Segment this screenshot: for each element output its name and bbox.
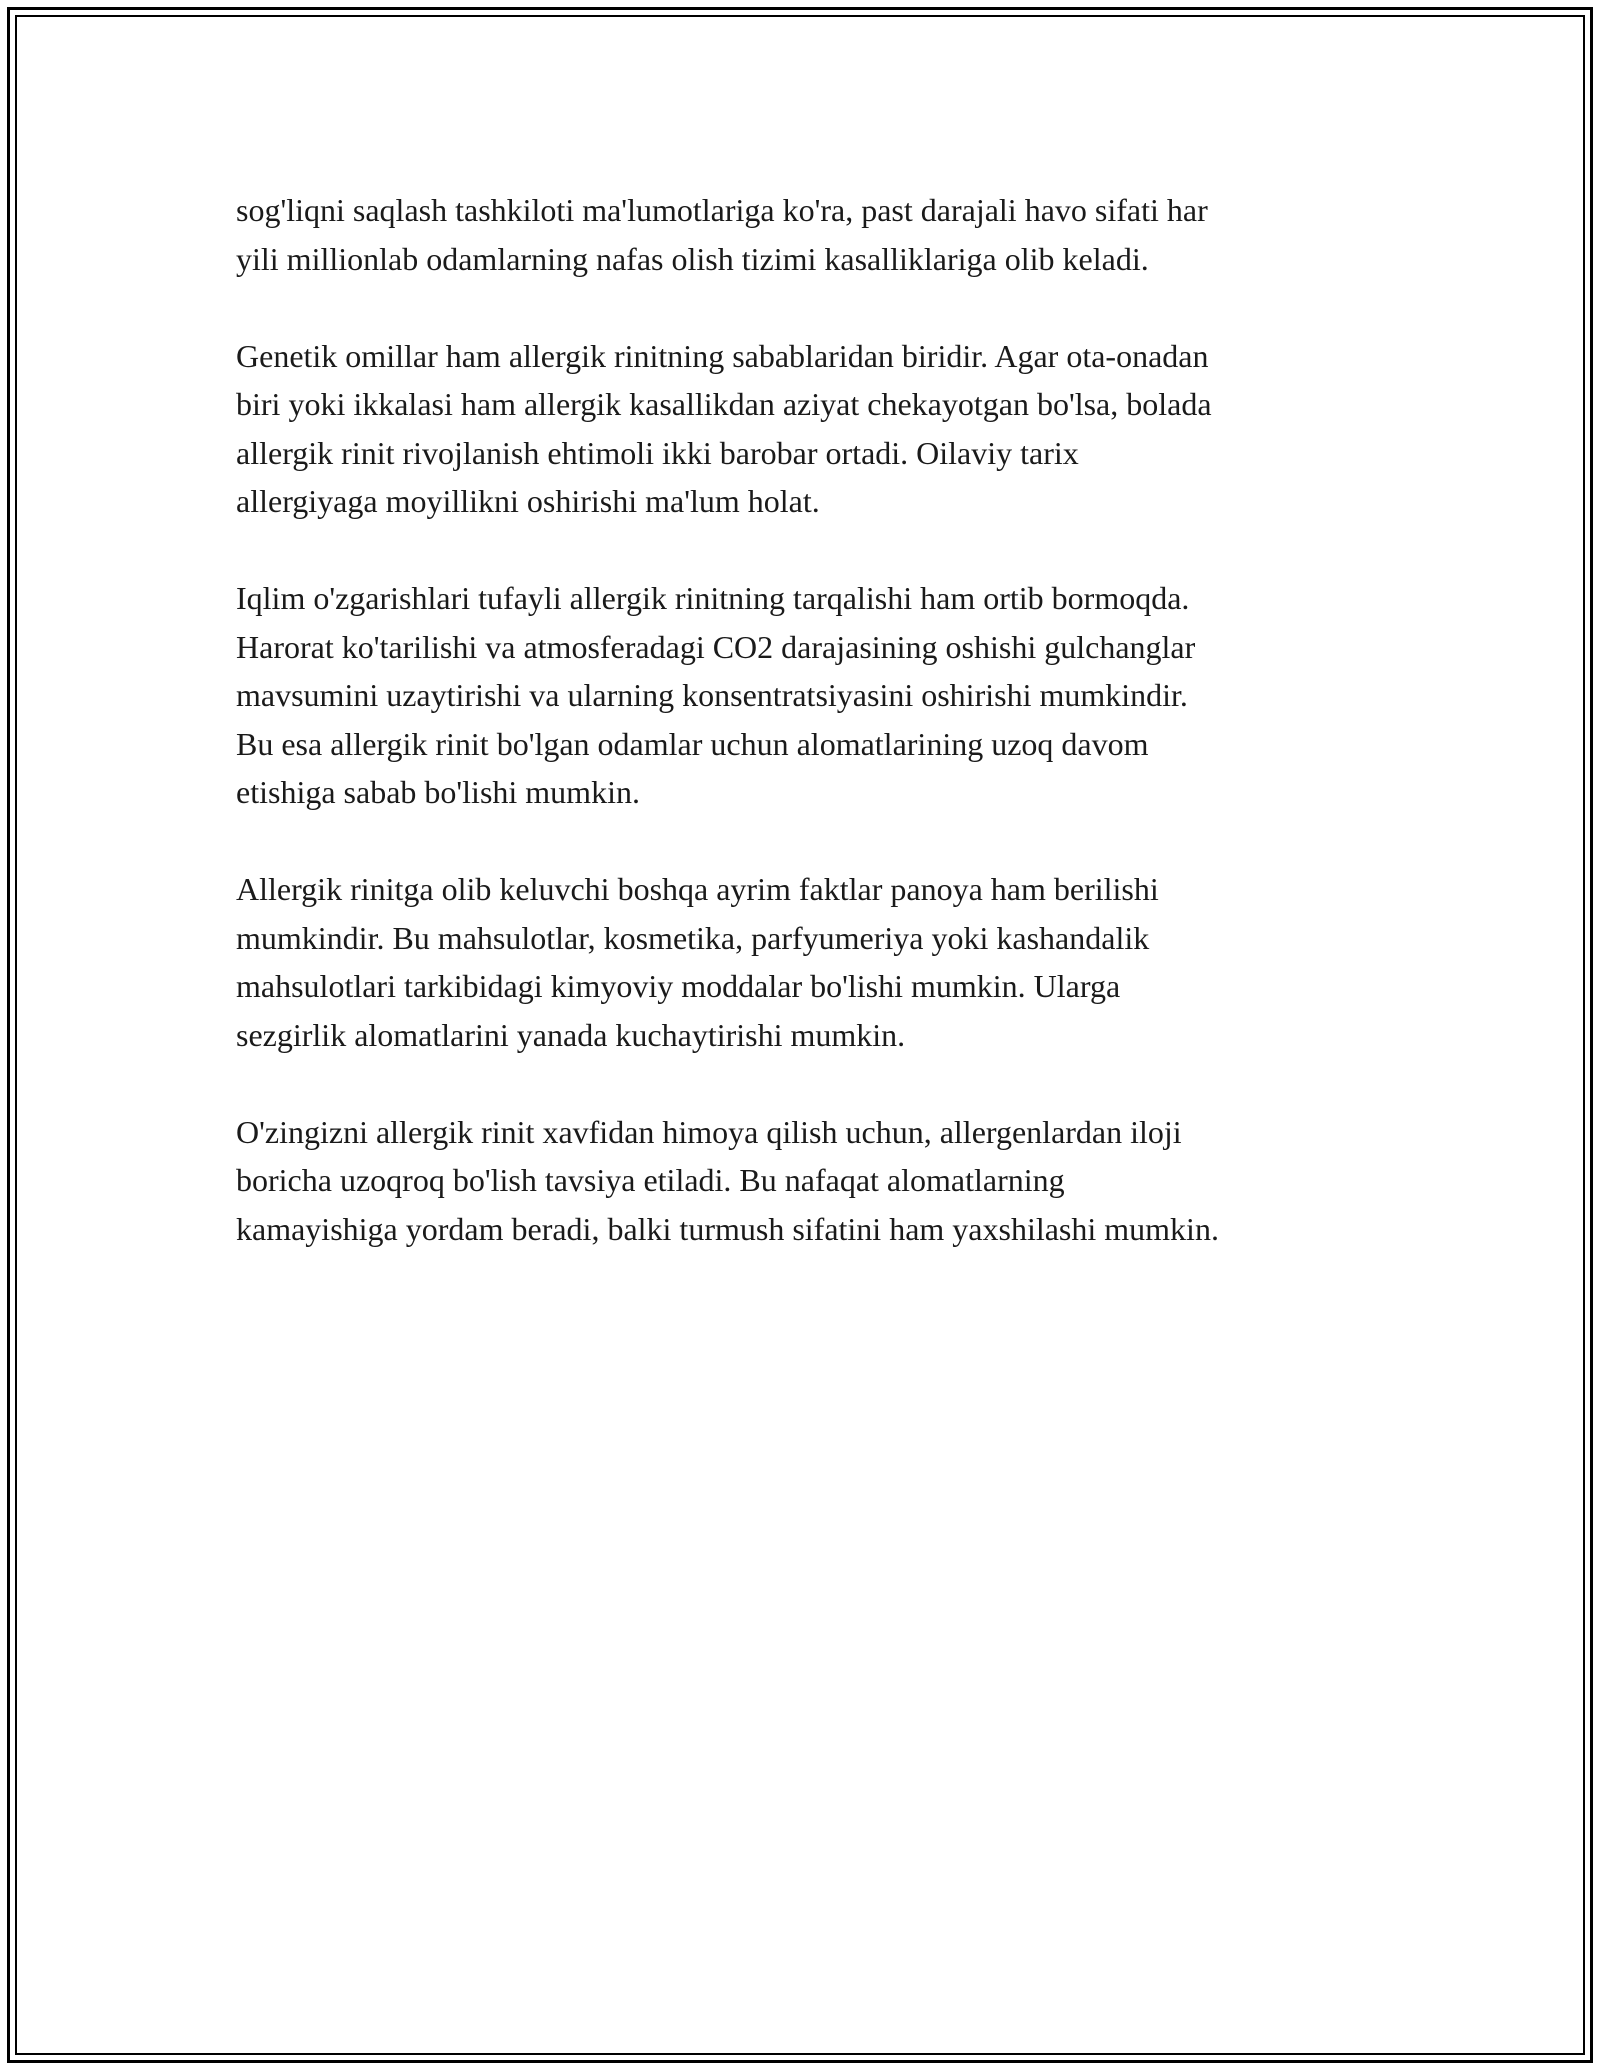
- text-line: mavsumini uzaytirishi va ularning konsentratsiyasini oshirishi mumkindir.: [236, 677, 1188, 713]
- paragraph-1: [236, 186, 1396, 283]
- paragraph-5: [236, 1108, 1396, 1254]
- document-body: [236, 186, 1396, 1302]
- text-line: Bu esa allergik rinit bo'lgan odamlar uchun alomatlarining uzoq davom: [236, 725, 1149, 762]
- text-line: yili millionlab odamlarning nafas olish tizimi kasalliklariga olib keladi.: [236, 240, 1149, 277]
- text-line: kamayishiga yordam beradi, balki turmush sifatini ham yaxshilashi mumkin.: [236, 1210, 1219, 1247]
- text-line: allergiyaga moyillikni oshirishi ma'lum holat.: [236, 483, 820, 519]
- text-line: mahsulotlari tarkibidagi kimyoviy moddalar bo'lishi mumkin. Ularga: [236, 968, 1121, 1004]
- text-line: mumkindir. Bu mahsulotlar, kosmetika, parfyumeriya yoki kashandalik: [236, 919, 1150, 956]
- paragraph-3: [236, 574, 1396, 817]
- text-line: sog'liqni saqlash tashkiloti ma'lumotlariga ko'ra, past darajali havo sifati har: [236, 192, 1208, 228]
- text-line: etishiga sabab bo'lishi mumkin.: [236, 774, 640, 810]
- paragraph-2: [236, 332, 1396, 526]
- text-line: O'zingizni allergik rinit xavfidan himoya qilish uchun, allergenlardan iloji: [236, 1113, 1182, 1150]
- text-line: Iqlim o'zgarishlari tufayli allergik rinitning tarqalishi ham ortib bormoqda.: [236, 580, 1190, 616]
- text-line: Genetik omillar ham allergik rinitning sabablaridan biridir. Agar ota-onadan: [236, 337, 1209, 374]
- text-line: boricha uzoqroq bo'lish tavsiya etiladi. Bu nafaqat alomatlarning: [236, 1162, 1065, 1198]
- text-line: Allergik rinitga olib keluvchi boshqa ayrim faktlar panoya ham berilishi: [236, 871, 1159, 907]
- paragraph-4: [236, 865, 1396, 1059]
- text-line: sezgirlik alomatlarini yanada kuchaytirishi mumkin.: [236, 1016, 906, 1053]
- text-line: allergik rinit rivojlanish ehtimoli ikki barobar ortadi. Oilaviy tarix: [236, 434, 1079, 471]
- text-line: Harorat ko'tarilishi va atmosferadagi CO2 darajasining oshishi gulchanglar: [236, 628, 1196, 665]
- text-line: biri yoki ikkalasi ham allergik kasallikdan aziyat chekayotgan bo'lsa, bolada: [236, 386, 1212, 422]
